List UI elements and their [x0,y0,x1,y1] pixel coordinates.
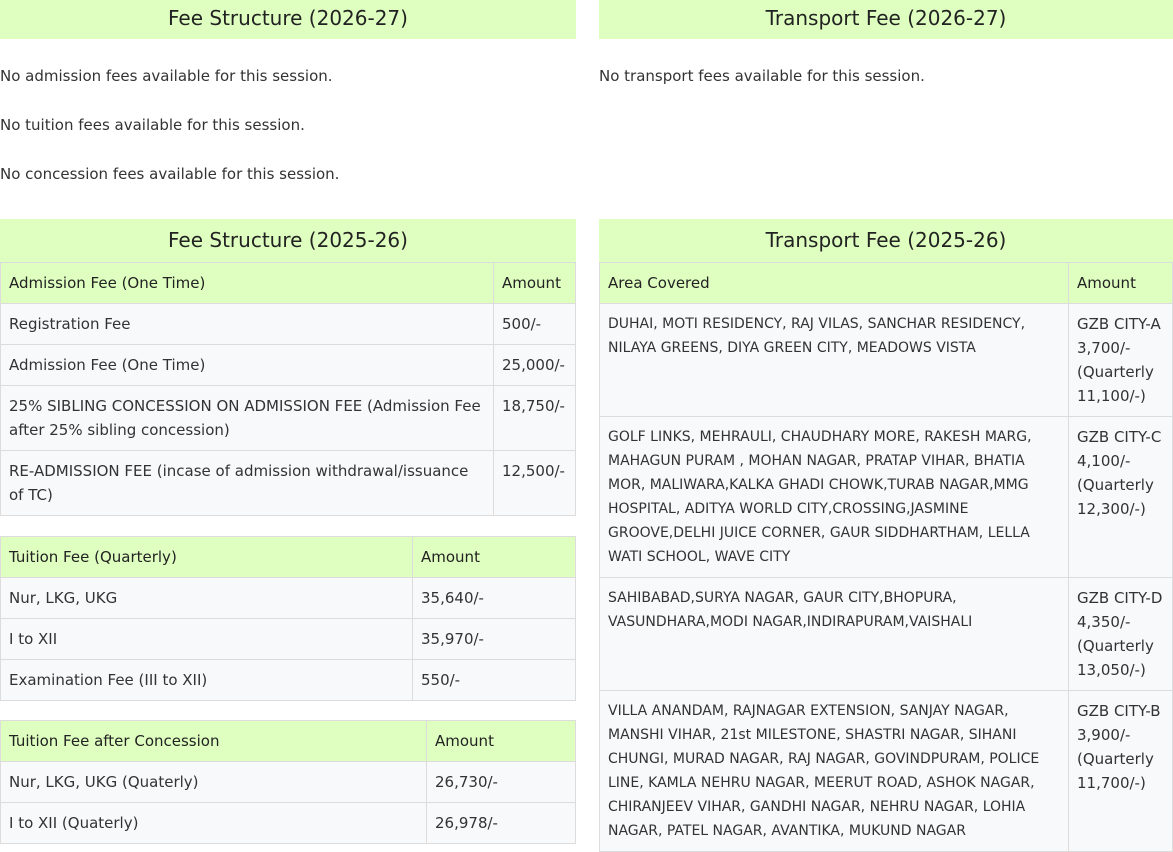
table-row [1,386,576,451]
table-row [1,660,576,701]
admission-fee-table [0,262,576,516]
transport-fee-table [599,262,1173,852]
no-tuition-fees-message: No tuition fees available for this session. [0,116,305,134]
column-header: Amount [413,537,576,578]
amount-cell: GZB CITY-C 4,100/- (Quarterly 12,300/-) [1069,417,1173,578]
transport-fee-2026-27-title: Transport Fee (2026-27) [599,0,1173,39]
column-header: Tuition Fee (Quarterly) [1,537,413,578]
amount-cell: 35,970/- [413,619,576,660]
fee-item-cell: Examination Fee (III to XII) [1,660,413,701]
table-header-row [600,263,1173,304]
fee-item-cell: RE-ADMISSION FEE (incase of admission withdrawal/issuance of TC) [1,451,494,516]
fee-structure-2025-26-title: Fee Structure (2025-26) [0,219,576,262]
fee-item-cell: Nur, LKG, UKG [1,578,413,619]
column-header: Tuition Fee after Concession [1,721,427,762]
fee-item-cell: DUHAI, MOTI RESIDENCY, RAJ VILAS, SANCHAR RESIDENCY, NILAYA GREENS, DIYA GREEN CITY, MEADOWS VISTA [600,304,1069,417]
fee-item-cell: 25% SIBLING CONCESSION ON ADMISSION FEE (Admission Fee after 25% sibling concession) [1,386,494,451]
no-concession-fees-message: No concession fees available for this session. [0,165,340,183]
table-row [1,345,576,386]
amount-cell: 35,640/- [413,578,576,619]
table-header-row [1,263,576,304]
amount-cell: GZB CITY-A 3,700/- (Quarterly 11,100/-) [1069,304,1173,417]
table-row [1,304,576,345]
amount-cell: 500/- [494,304,576,345]
amount-cell: GZB CITY-B 3,900/- (Quarterly 11,700/-) [1069,691,1173,852]
fee-item-cell: Admission Fee (One Time) [1,345,494,386]
table-row [1,451,576,516]
table-row [600,691,1173,852]
column-header: Area Covered [600,263,1069,304]
fee-structure-column [0,0,576,844]
fee-item-cell: VILLA ANANDAM, RAJNAGAR EXTENSION, SANJAY NAGAR, MANSHI VIHAR, 21st MILESTONE, SHASTRI NAGAR, SIHANI CHUNGI, MURAD NAGAR, RAJ NAGAR, GOVINDPURAM, POLICE LINE, KAMLA NEHRU NAGAR, MEERUT ROAD, ASHOK NAGAR, CHIRANJEEV VIHAR, GANDHI NAGAR, NEHRU NAGAR, LOHIA NAGAR, PATEL NAGAR, AVANTIKA, MUKUND NAGAR [600,691,1069,852]
column-header: Amount [427,721,576,762]
fee-item-cell: I to XII (Quaterly) [1,803,427,844]
fee-item-cell: Nur, LKG, UKG (Quaterly) [1,762,427,803]
transport-fee-column [599,0,1173,844]
amount-cell: 26,730/- [427,762,576,803]
amount-cell: 26,978/- [427,803,576,844]
table-row [600,417,1173,578]
tuition-fee-table [0,536,576,701]
fee-structure-2026-27-title: Fee Structure (2026-27) [0,0,576,39]
amount-cell: GZB CITY-D 4,350/- (Quarterly 13,050/-) [1069,578,1173,691]
table-row [600,304,1173,417]
column-header: Admission Fee (One Time) [1,263,494,304]
column-header: Amount [494,263,576,304]
no-transport-fees-message: No transport fees available for this session. [599,67,925,85]
table-row [1,803,576,844]
fee-item-cell: Registration Fee [1,304,494,345]
fee-item-cell: I to XII [1,619,413,660]
column-header: Amount [1069,263,1173,304]
table-row [1,619,576,660]
table-row [1,762,576,803]
concession-fee-table [0,720,576,844]
table-header-row [1,721,576,762]
no-admission-fees-message: No admission fees available for this session. [0,67,333,85]
table-row [1,578,576,619]
fee-item-cell: GOLF LINKS, MEHRAULI, CHAUDHARY MORE, RAKESH MARG, MAHAGUN PURAM , MOHAN NAGAR, PRATAP VIHAR, BHATIA MOR, MALIWARA,KALKA GHADI CHOWK,TURAB NAGAR,MMG HOSPITAL, ADITYA WORLD CITY,CROSSING,JASMINE GROOVE,DELHI JUICE CORNER, GAUR SIDDHARTHAM, LELLA WATI SCHOOL, WAVE CITY [600,417,1069,578]
table-row [600,578,1173,691]
amount-cell: 18,750/- [494,386,576,451]
amount-cell: 550/- [413,660,576,701]
table-header-row [1,537,576,578]
amount-cell: 12,500/- [494,451,576,516]
transport-fee-2025-26-title: Transport Fee (2025-26) [599,219,1173,262]
fee-item-cell: SAHIBABAD,SURYA NAGAR, GAUR CITY,BHOPURA, VASUNDHARA,MODI NAGAR,INDIRAPURAM,VAISHALI [600,578,1069,691]
amount-cell: 25,000/- [494,345,576,386]
